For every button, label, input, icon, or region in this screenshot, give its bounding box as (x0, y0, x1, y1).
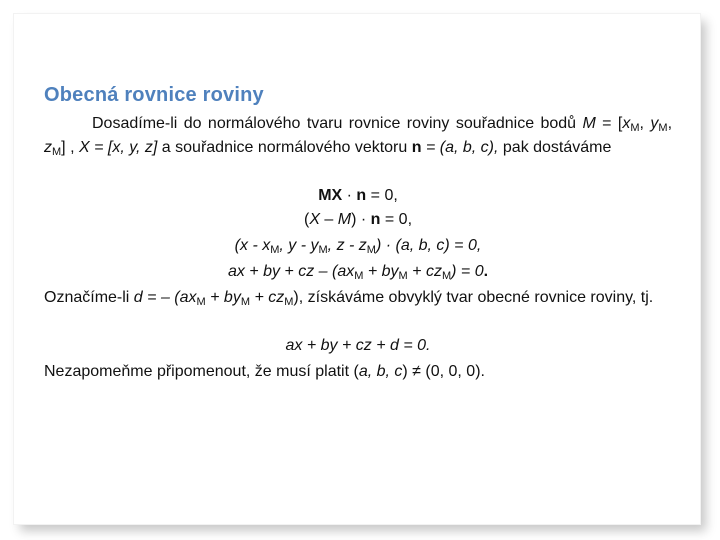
paragraph-nonzero-condition (44, 360, 672, 384)
text: + by (363, 263, 399, 280)
text: ) ≠ (0, 0, 0). (402, 363, 485, 380)
text: · (342, 187, 357, 204)
text: z (44, 139, 52, 156)
text: = 0, (380, 211, 413, 228)
text: = 0, (366, 187, 398, 204)
text: M (441, 270, 452, 282)
text: . (483, 263, 489, 280)
text: d (133, 289, 143, 306)
intro-text: Dosadíme-li do normálového tvaru rovnice roviny souřadnice bodů (92, 115, 577, 132)
normal-vector: n (411, 139, 422, 156)
text: M (318, 244, 328, 256)
text: ), získáváme obvyklý tvar obecné rovnice roviny, tj. (293, 289, 654, 306)
point-m: M (582, 115, 596, 132)
text: , (639, 115, 651, 132)
text: + cz (250, 289, 285, 306)
text: ) = 0 (451, 263, 484, 280)
text: MX (318, 187, 343, 204)
text: n (356, 187, 367, 204)
text: = (a, b, c), (421, 139, 499, 156)
text: Označíme-li (44, 289, 134, 306)
text: M (196, 296, 206, 308)
text: ] (61, 139, 66, 156)
text: M (284, 296, 294, 308)
text: M (240, 296, 250, 308)
text: ax + by + cz + d = 0. (285, 337, 431, 354)
text: , z - z (327, 237, 367, 254)
text: ax + by + cz – (ax (227, 263, 355, 280)
text: (x - x (234, 237, 271, 254)
text: a, b, c (358, 363, 403, 380)
text: + cz (407, 263, 442, 280)
text: M (630, 122, 640, 134)
text: a souřadnice normálového vektoru (157, 139, 412, 156)
text: M (270, 244, 280, 256)
equation-1 (44, 184, 672, 208)
text: + by (205, 289, 241, 306)
text: x (622, 115, 631, 132)
text: y (650, 115, 659, 132)
text: M (52, 146, 62, 158)
text: pak dostáváme (502, 139, 612, 156)
equation-4 (44, 260, 672, 284)
text: Nezapomeňme připomenout, že musí platit ( (44, 363, 359, 380)
text: , (667, 115, 673, 132)
text: , y - y (279, 237, 319, 254)
text: – (319, 211, 338, 228)
text: = [ (595, 115, 623, 132)
text: M (658, 122, 668, 134)
text: = [x, y, z] (89, 139, 158, 156)
text: M (398, 270, 408, 282)
text: , (65, 139, 79, 156)
text: M (366, 244, 376, 256)
equation-2 (44, 208, 672, 232)
text: ( (303, 211, 310, 228)
text: ) · (a, b, c) = 0, (375, 237, 482, 254)
text: M (354, 270, 364, 282)
point-x: X (78, 139, 90, 156)
text: X (309, 211, 320, 228)
text: n (370, 211, 381, 228)
text: M (337, 211, 352, 228)
equation-3 (44, 234, 672, 258)
text: = – (ax (142, 289, 197, 306)
general-equation (44, 334, 672, 358)
paragraph-d-definition (44, 286, 672, 310)
paragraph-intro (44, 112, 672, 160)
text: ) · (351, 211, 371, 228)
slide-title: Obecná rovnice roviny (44, 84, 264, 106)
